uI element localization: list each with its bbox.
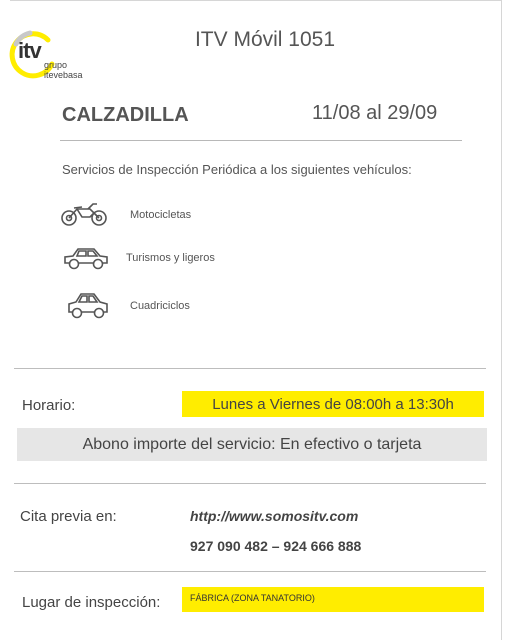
inspection-place-label: Lugar de inspección: xyxy=(22,594,161,611)
right-border xyxy=(501,0,502,640)
appointment-label: Cita previa en: xyxy=(20,508,117,525)
section-divider xyxy=(14,571,486,572)
section-divider xyxy=(14,483,486,484)
location-divider xyxy=(60,140,462,141)
inspection-place-value: FÁBRICA (ZONA TANATORIO) xyxy=(190,593,315,603)
car-icon xyxy=(62,244,110,272)
vehicle-label-cars: Turismos y ligeros xyxy=(126,252,215,264)
top-border xyxy=(10,0,502,1)
logo-subtitle-line1: grupo xyxy=(44,60,68,70)
location-name: CALZADILLA xyxy=(62,104,189,126)
logo-wordmark: itv xyxy=(18,38,41,63)
motorcycle-icon xyxy=(60,200,108,228)
quadricycle-icon xyxy=(66,290,110,320)
payment-text: Abono importe del servicio: En efectivo o tarjeta xyxy=(82,436,422,453)
page-title: ITV Móvil 1051 xyxy=(194,28,336,51)
schedule-value: Lunes a Viernes de 08:00h a 13:30h xyxy=(212,396,454,413)
vehicle-label-quadricycles: Cuadriciclos xyxy=(130,300,190,312)
schedule-label: Horario: xyxy=(22,397,76,414)
vehicle-label-motorcycles: Motocicletas xyxy=(130,209,192,221)
appointment-url-link[interactable]: http://www.somositv.com xyxy=(190,508,359,524)
logo-subtitle-line2: itevebasa xyxy=(44,70,83,80)
section-divider xyxy=(14,368,486,369)
services-intro: Servicios de Inspección Periódica a los siguientes vehículos: xyxy=(62,162,412,177)
appointment-phones: 927 090 482 – 924 666 888 xyxy=(190,538,362,554)
date-range: 11/08 al 29/09 xyxy=(312,102,438,124)
